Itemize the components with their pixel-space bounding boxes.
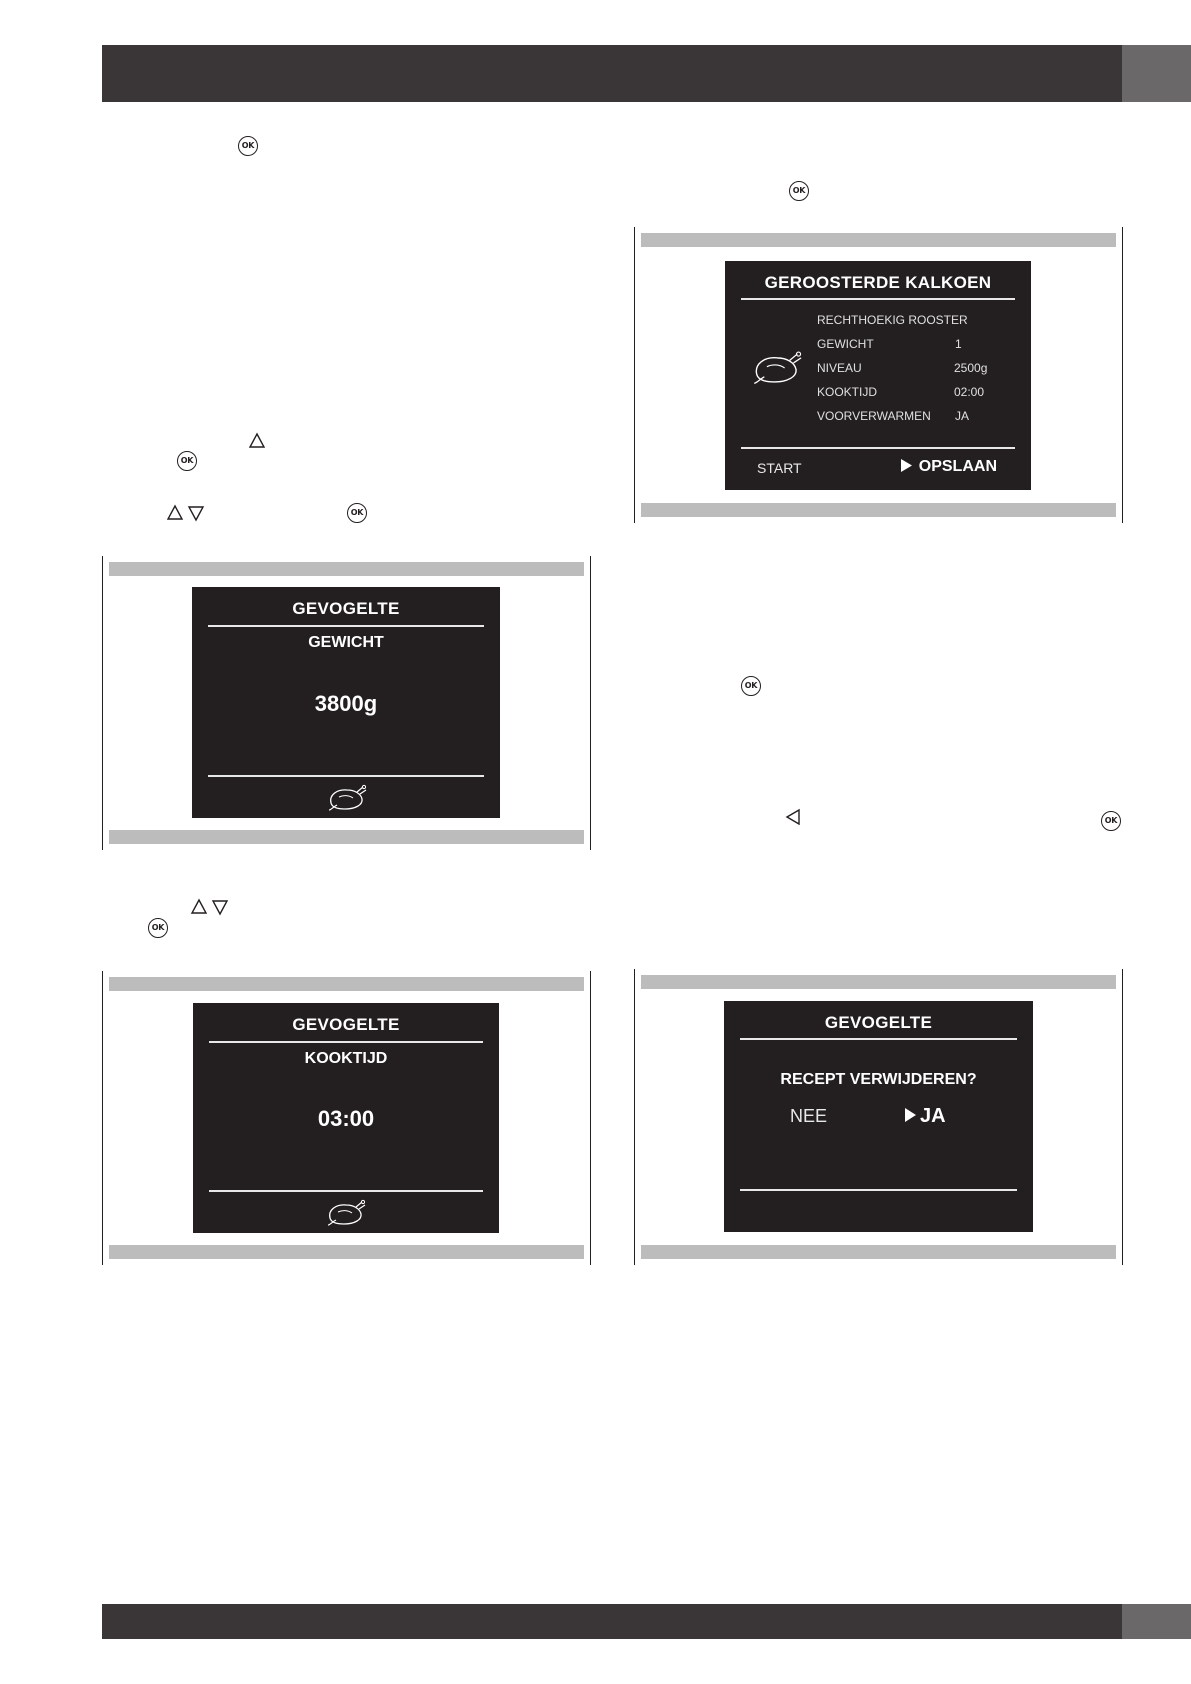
display-frame-delete [634,969,1123,1265]
roast-chicken-icon [325,783,369,813]
ok-button-icon: OK [1101,811,1121,831]
roast-chicken-icon [749,349,805,387]
screen-title: GEVOGELTE [292,1015,400,1034]
display-screen-recipe [725,261,1031,490]
header-page-tab [1122,45,1191,102]
triangle-left-icon [784,808,802,826]
ok-button-icon: OK [177,451,197,471]
divider [208,625,484,627]
display-frame-weight [102,556,591,850]
display-screen-weight [192,587,500,818]
selection-arrow-icon [900,459,913,472]
no-option[interactable]: NEE [790,1106,828,1126]
recipe-row-label: RECHTHOEKIG ROOSTER [817,313,968,327]
divider [209,1041,483,1043]
divider [208,775,484,777]
recipe-row-value: 1 [955,337,962,351]
save-option[interactable] [900,458,997,476]
frame-band [641,975,1116,989]
triangle-up-icon [166,504,184,522]
recipe-row-label: NIVEAU [817,361,862,375]
roast-chicken-icon [324,1198,368,1228]
divider [741,298,1015,300]
divider [209,1190,483,1192]
yes-label: JA [920,1105,946,1127]
save-label: OPSLAAN [918,458,997,475]
ok-button-icon: OK [148,918,168,938]
frame-band [109,1245,584,1259]
frame-band [109,562,584,576]
display-screen-cooktime [193,1003,499,1233]
triangle-up-icon [190,898,208,916]
footer-page-tab [1122,1604,1191,1639]
frame-band [641,233,1116,247]
recipe-row-value: 02:00 [954,385,985,399]
recipe-row-label: VOORVERWARMEN [817,409,931,423]
ok-button-icon: OK [741,676,761,696]
cooktime-value: 03:00 [317,1106,375,1131]
display-frame-cooktime [102,971,591,1265]
selection-arrow-icon [904,1108,917,1122]
ok-button-icon: OK [238,136,258,156]
start-option[interactable]: START [757,460,802,476]
recipe-row-value: JA [955,409,970,423]
delete-question: RECEPT VERWIJDEREN? [780,1071,977,1088]
display-frame-recipe [634,227,1123,523]
divider [741,447,1015,449]
yes-option[interactable] [904,1105,946,1128]
triangle-up-icon [248,432,266,450]
ok-button-icon: OK [347,503,367,523]
triangle-down-icon [211,898,229,916]
screen-subtitle: KOOKTIJD [304,1050,388,1067]
ok-button-icon: OK [789,181,809,201]
frame-band [641,1245,1116,1259]
recipe-title: GEROOSTERDE KALKOEN [764,273,992,292]
triangle-down-icon [187,504,205,522]
recipe-row-value: 2500g [954,361,988,375]
weight-value: 3800g [314,691,378,716]
divider [740,1038,1017,1040]
screen-title: GEVOGELTE [292,599,400,618]
display-screen-delete [724,1001,1033,1232]
divider [740,1189,1017,1191]
screen-subtitle: GEWICHT [308,634,384,651]
recipe-row-label: GEWICHT [817,337,874,351]
screen-title: GEVOGELTE [824,1013,933,1032]
frame-band [641,503,1116,517]
recipe-row-label: KOOKTIJD [817,385,878,399]
footer-bar [102,1604,1122,1639]
header-bar [102,45,1122,102]
frame-band [109,830,584,844]
frame-band [109,977,584,991]
